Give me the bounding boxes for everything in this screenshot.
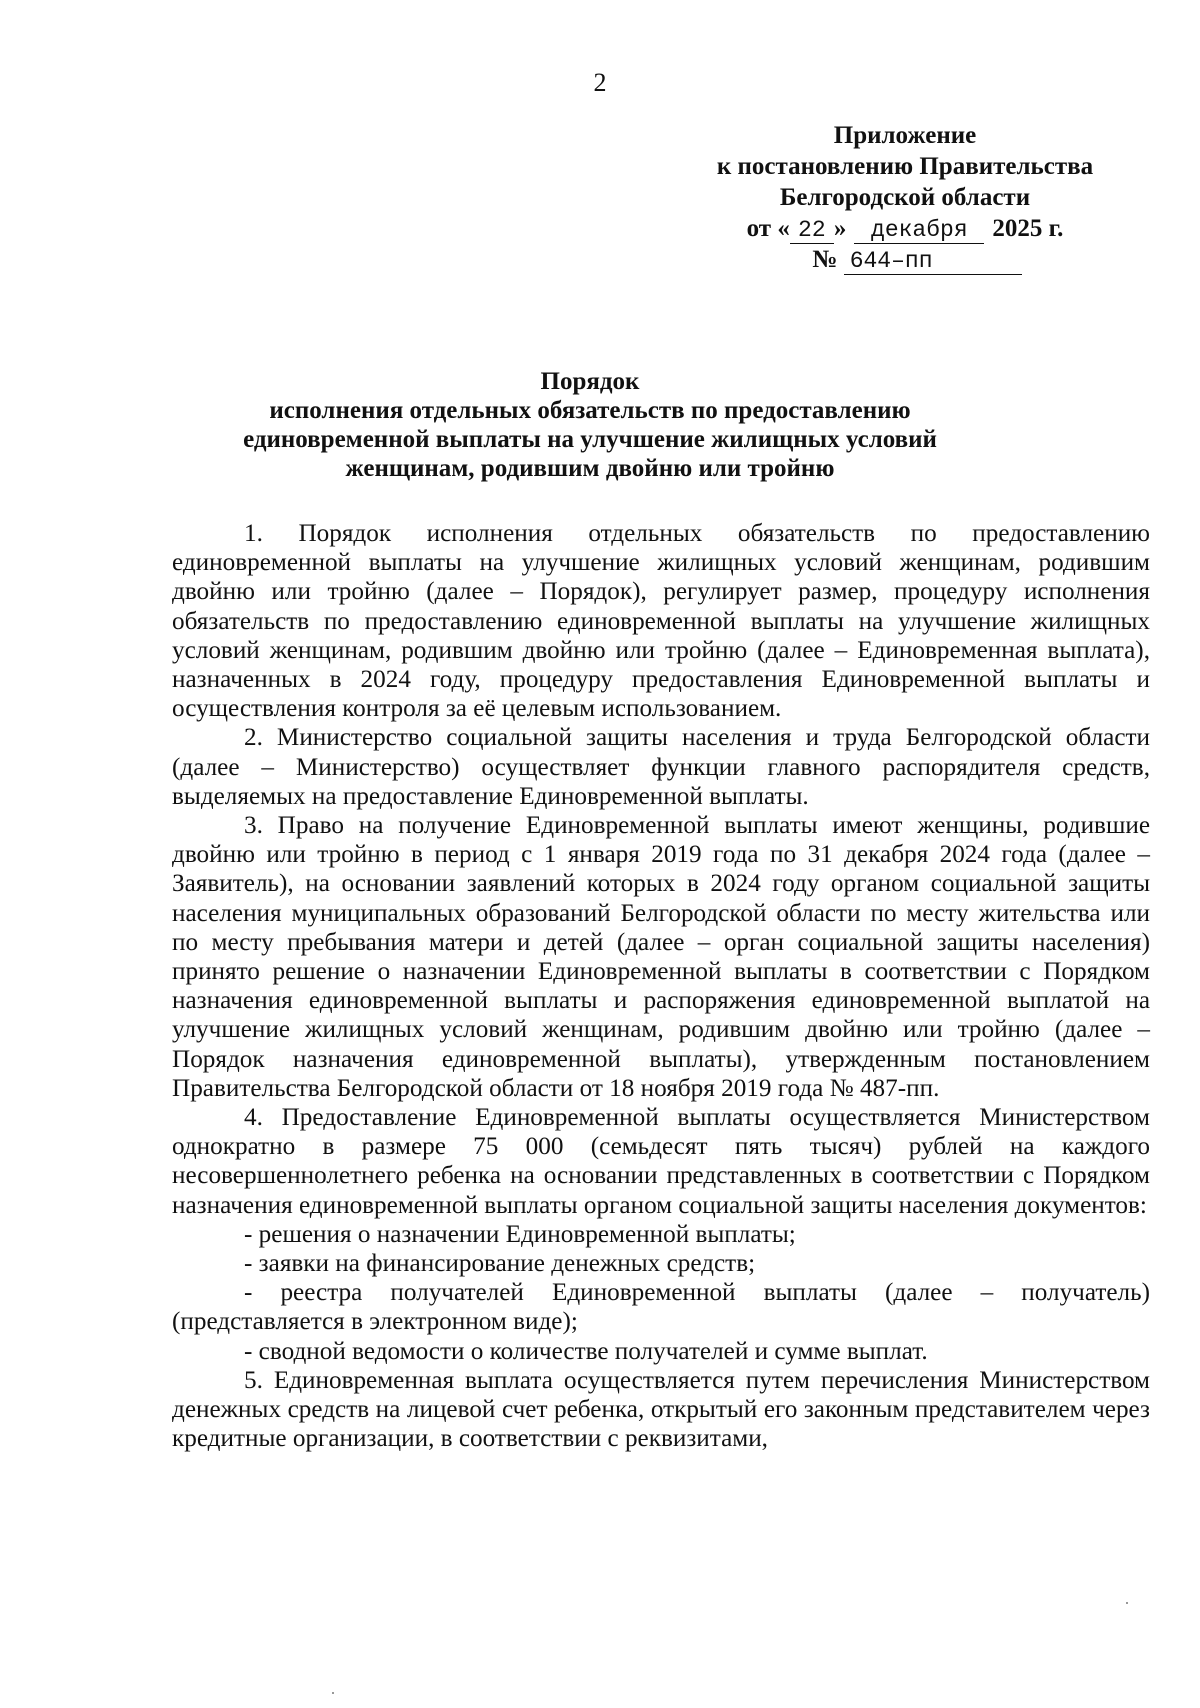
appendix-number <box>690 244 1120 275</box>
appendix-date <box>690 213 1120 244</box>
list-item-request: - заявки на финансирование денежных средств; <box>244 1250 756 1278</box>
scan-speck <box>332 1692 334 1694</box>
appendix-label: Приложение <box>833 122 977 149</box>
list-item-registry: - реестра получателей Единовременной выплаты (далее – получатель) (представляется в электронном виде); <box>172 1279 1150 1336</box>
date-month: декабря <box>854 217 984 244</box>
list-item-decision: - решения о назначении Единовременной выплаты; <box>244 1220 796 1248</box>
appendix-header <box>690 120 1120 275</box>
document-body <box>172 519 1150 1454</box>
title-line-4: женщинам, родившим двойню или тройню <box>345 455 835 482</box>
date-mid: » <box>833 215 847 242</box>
appendix-region: Белгородской области <box>779 184 1031 211</box>
title-line-2: исполнения отдельных обязательств по предоставлению <box>269 397 911 424</box>
scan-speck <box>1126 1602 1128 1604</box>
number-prefix: № <box>812 246 838 273</box>
date-day: 22 <box>790 217 834 244</box>
appendix-resolution: к постановлению Правительства <box>716 153 1094 180</box>
title-line-3: единовременной выплаты на улучшение жилищных условий <box>243 426 937 453</box>
number-value: 644–пп <box>844 248 1022 275</box>
date-year: 2025 г. <box>992 215 1064 242</box>
document-title <box>150 367 1030 483</box>
title-line-1: Порядок <box>540 368 640 395</box>
paragraph-5: 5. Единовременная выплата осуществляется путем перечисления Министерством денежных средств на лицевой счет ребенка, открытый его законным представителем через кредитные организации, в соответствии с реквизитами, <box>172 1366 1150 1453</box>
paragraph-1: 1. Порядок исполнения отдельных обязательств по предоставлению единовременной выплаты на улучшение жилищных условий женщинам, родившим двойню или тройню (далее – Порядок), регулирует размер, процедуру исполнения обязательств по предоставлению единовременной выплаты на улучшение жилищных условий женщинам, родившим двойню или тройню (далее – Единовременная выплата), назначенных в 2024 году, процедуру предоставления Единовременной выплаты и осуществления контроля за её целевым использованием. <box>172 520 1150 723</box>
paragraph-3: 3. Право на получение Единовременной выплаты имеют женщины, родившие двойню или тройню в период с 1 января 2019 года по 31 декабря 2024 года (далее – Заявитель), на основании заявлений которых в 2024 году органом социальной защиты населения муниципальных образований Белгородской области по месту жительства или по месту пребывания матери и детей (далее – орган социальной защиты населения) принято решение о назначении Единовременной выплаты в соответствии с Порядком назначения единовременной выплаты и распоряжения единовременной выплатой на улучшение жилищных условий женщинам, родившим двойню или тройню (далее – Порядок назначения единовременной выплаты), утвержденным постановлением Правительства Белгородской области от 18 ноября 2019 года № 487-пп. <box>172 812 1150 1102</box>
date-prefix: от « <box>746 215 790 242</box>
page-number: 2 <box>593 68 607 97</box>
paragraph-4: 4. Предоставление Единовременной выплаты осуществляется Министерством однократно в размере 75 000 (семьдесят пять тысяч) рублей на каждого несовершеннолетнего ребенка на основании представленных в соответствии с Порядком назначения единовременной выплаты органом социальной защиты населения документов: <box>172 1104 1150 1219</box>
paragraph-2: 2. Министерство социальной защиты населения и труда Белгородской области (далее – Министерство) осуществляет функции главного распорядителя средств, выделяемых на предоставление Единовременной выплаты. <box>172 724 1150 810</box>
list-item-statement: - сводной ведомости о количестве получателей и сумме выплат. <box>244 1337 928 1365</box>
